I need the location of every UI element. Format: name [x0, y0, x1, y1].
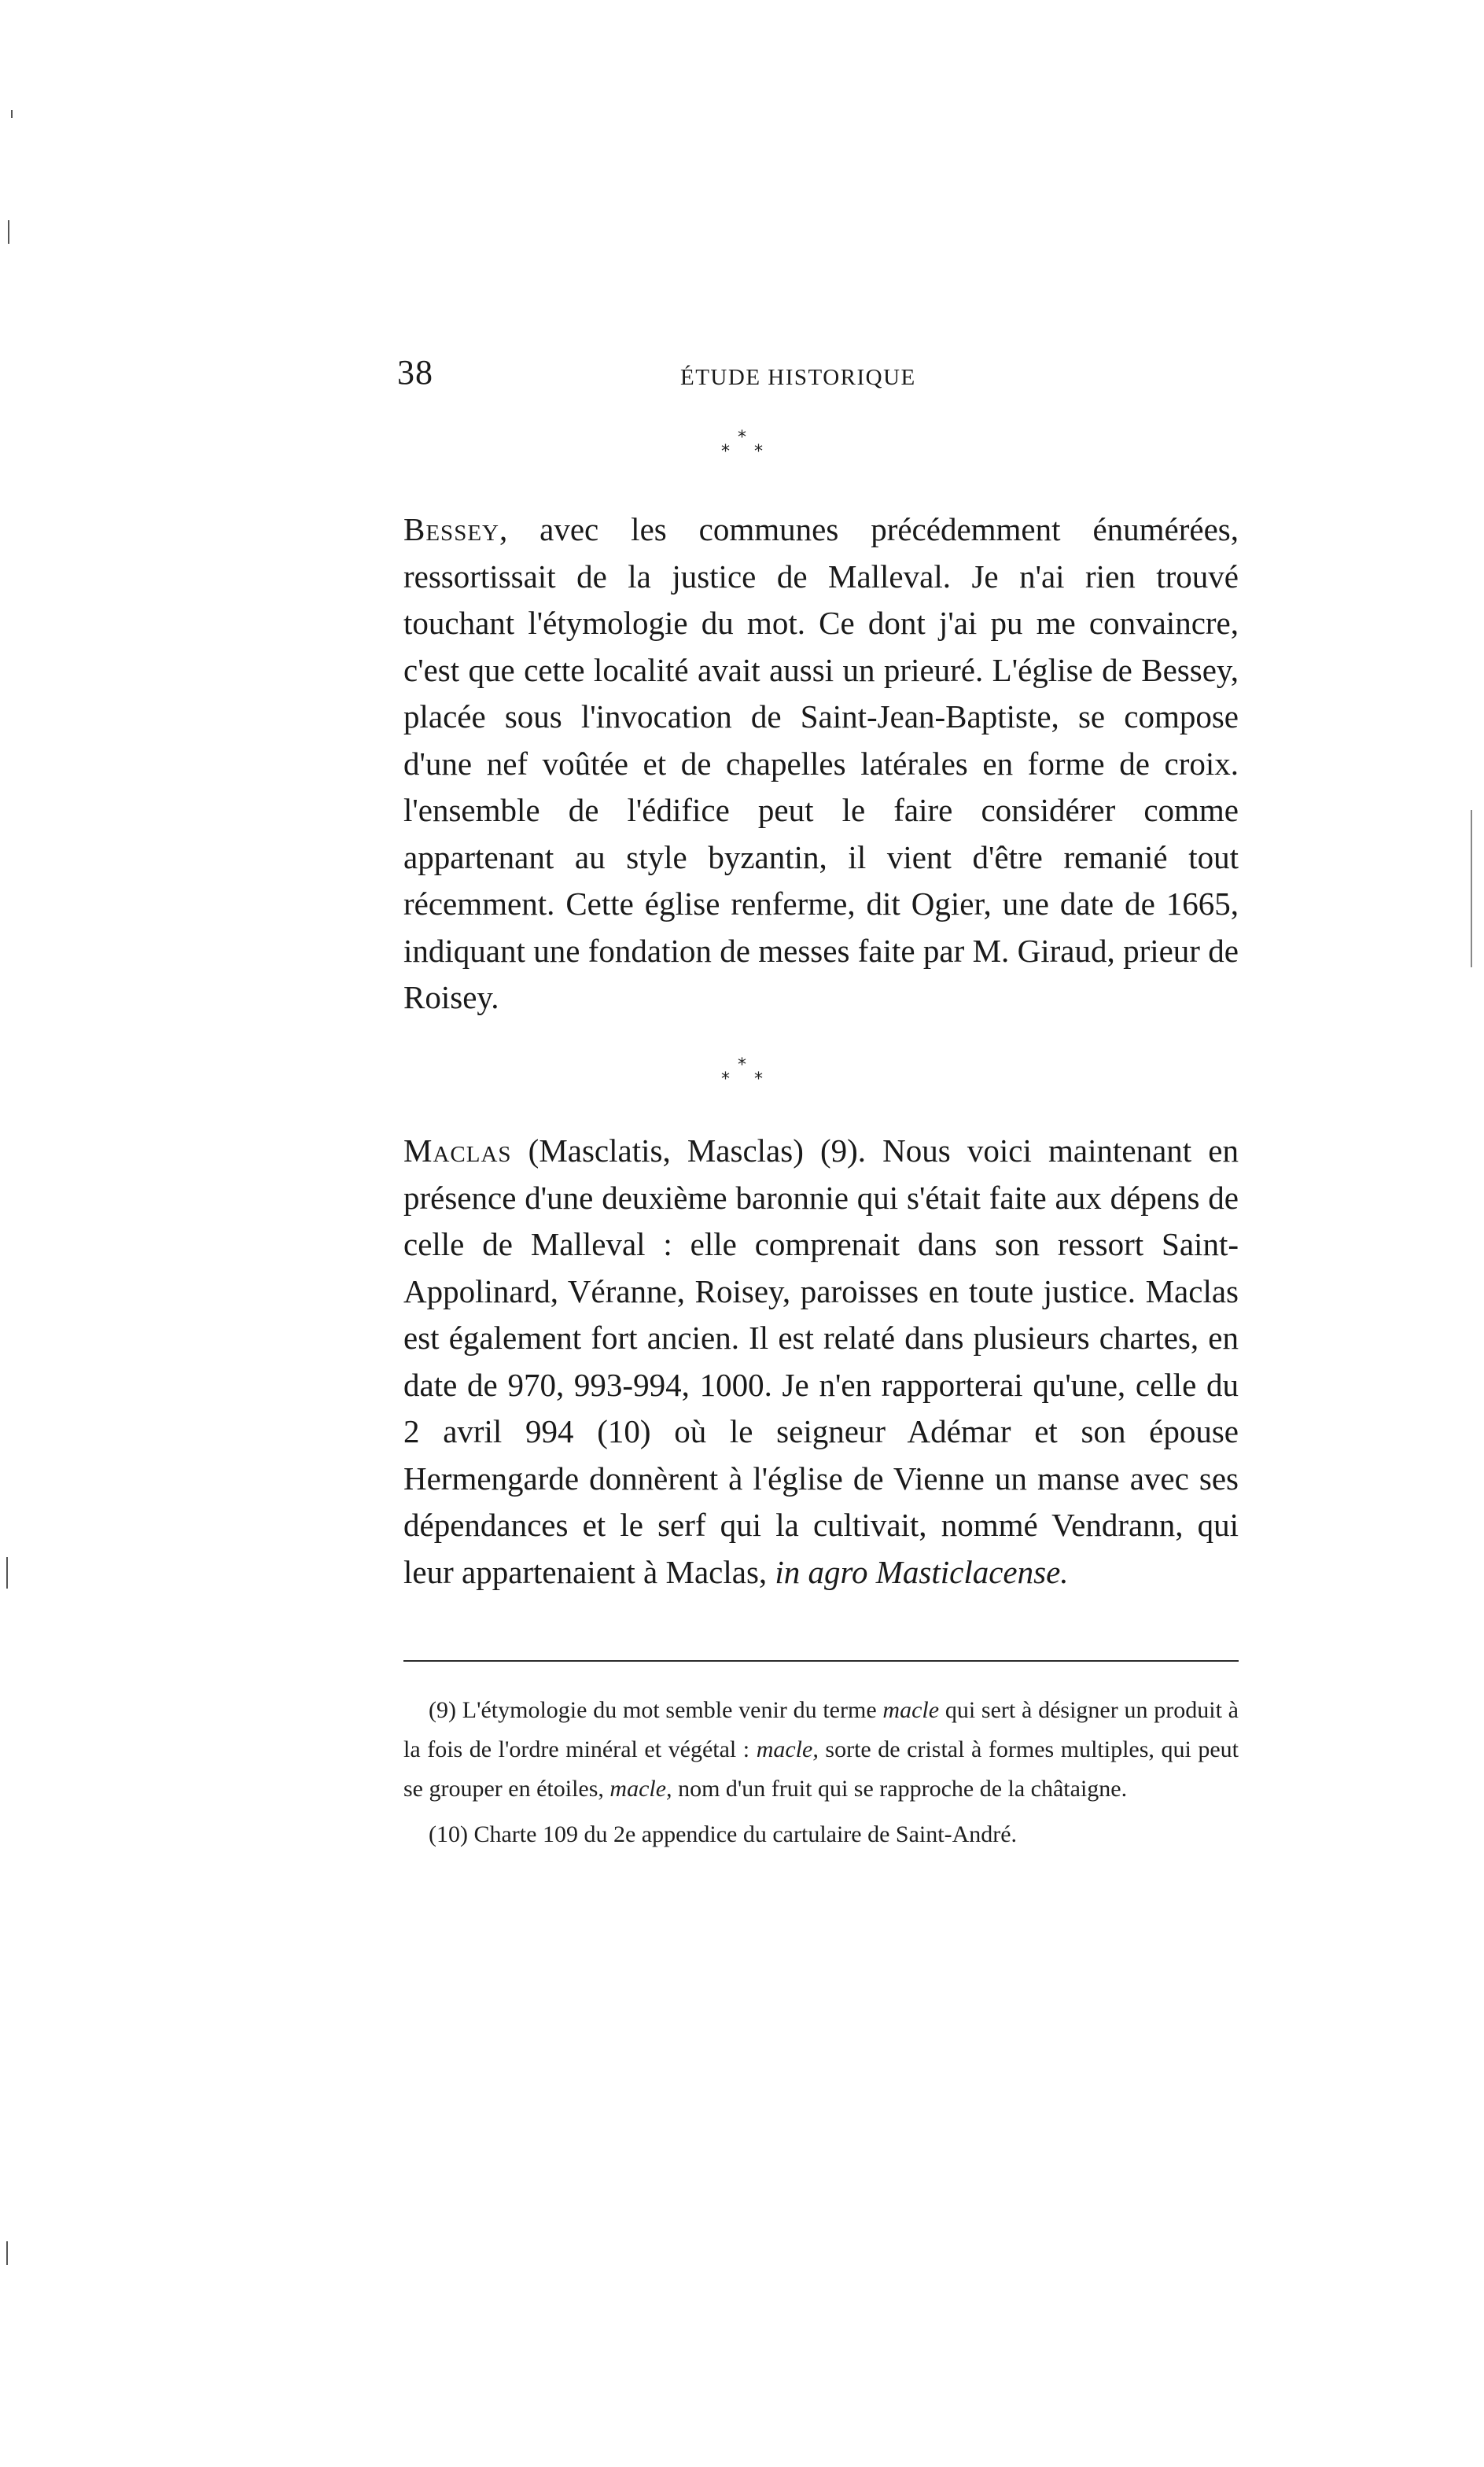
footnote-text: L'étymologie du mot semble venir du terme	[455, 1697, 883, 1723]
section-separator	[0, 1055, 1484, 1089]
page-header	[397, 352, 1240, 400]
footnote-text: Charte 109 du 2e appendice du cartulaire de Saint-André.	[467, 1821, 1018, 1847]
scan-mark	[6, 1557, 8, 1589]
footnote-term: macle,	[756, 1736, 819, 1762]
footnote-marker: (9)	[429, 1697, 456, 1723]
page-number: 38	[397, 353, 433, 392]
footnote-text: nom d'un fruit qui se rapproche de la châtaigne.	[672, 1776, 1128, 1802]
footnote-term: macle,	[609, 1776, 672, 1802]
paragraph-bessey	[403, 506, 1239, 1022]
lead-word-bessey: Bessey	[403, 511, 499, 547]
scan-mark	[11, 110, 13, 118]
scan-mark	[1471, 810, 1472, 967]
paragraph-text: (Masclatis, Masclas) (9). Nous voici maintenant en présence d'une deuxième baronnie qui s'était faite aux dépens de celle de Malleval : elle comprenait dans son ressort Saint-Appolinard, Véranne, Roisey, paroisses en toute justice. Maclas est également fort ancien. Il est relaté dans plusieurs chartes, en date de 970, 993-994, 1000. Je n'en rapporterai qu'une, celle du 2 avril 994 (10) où le seigneur Adémar et son épouse Hermengarde donnèrent à l'église de Vienne un manse avec ses dépendances et le serf qui la cultivait, nommé Vendrann, qui leur appartenaient à Maclas,	[403, 1132, 1239, 1590]
section-separator	[0, 428, 1484, 462]
footnote-10	[403, 1815, 1239, 1854]
footnote-text: sorte de cristal à formes multiples, qui peut se grouper en étoiles,	[403, 1736, 1239, 1802]
footnote-marker: (10)	[429, 1821, 468, 1847]
asterism-bottom: * *	[721, 442, 772, 462]
scan-mark	[6, 2241, 8, 2265]
scan-mark	[8, 220, 9, 244]
footnotes	[403, 1691, 1239, 1861]
footnote-term: macle	[882, 1697, 940, 1723]
footnote-rule	[403, 1660, 1239, 1662]
latin-phrase: in agro Masticlacense.	[775, 1553, 1069, 1590]
footnote-9	[403, 1691, 1239, 1809]
paragraph-text: , avec les communes précédemment énumérées, ressortissait de la justice de Malleval. Je n'ai rien trouvé touchant l'étymologie du mot. Ce dont j'ai pu me convaincre, c'est que cette localité avait aussi un prieuré. L'église de Bessey, placée sous l'invocation de Saint-Jean-Baptiste, se compose d'une nef voûtée et de chapelles latérales en forme de croix. l'ensemble de l'édifice peut le faire considérer comme appartenant au style byzantin, il vient d'être remanié tout récemment. Cette église renferme, dit Ogier, une date de 1665, indiquant une fondation de messes faite par M. Giraud, prieur de Roisey.	[403, 511, 1239, 1015]
running-head: ÉTUDE HISTORIQUE	[680, 365, 916, 390]
lead-word-maclas: Maclas	[403, 1132, 512, 1169]
asterism-top: *	[738, 1055, 746, 1075]
asterism-bottom: * *	[721, 1070, 772, 1089]
asterism-top: *	[738, 428, 746, 447]
footnote-text: qui sert à désigner un produit à la fois de l'ordre minéral et végétal :	[403, 1697, 1239, 1762]
paragraph-maclas	[403, 1128, 1239, 1596]
